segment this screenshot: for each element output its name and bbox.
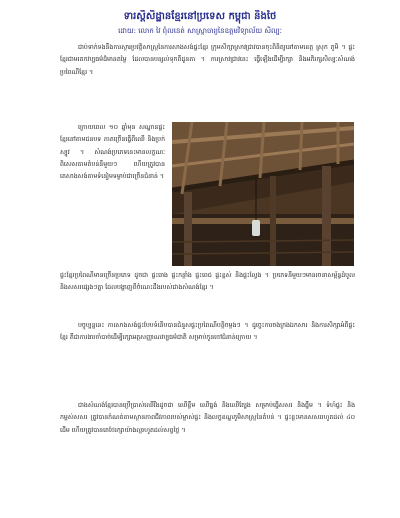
document-byline: ដោយ: លោក វៃ ពុំលនេត់ សាស្ត្រាចារ្យនៃឧត្តមវិទ្យាល័យ សិល្បៈ [118, 27, 282, 35]
paragraph-4: ជាងសំណង់ខ្មែរបានប្រើប្រាស់ឈើរឹងដូចជា ឈើខ្លឹម ឈើធ្នង់ និងឈើត្បែង សម្រាប់ធ្វើសសរ និងធ្នឹម ។ ទំហំផ្ទះ និងកម្ពស់សសរ ត្រូវបានកំណត់តាមស្ថានភាពជីវភាពរបស់ម្ចាស់ផ្ទះ និងលក្ខខណ្ឌភូមិសាស្ត្រនៃតំបន់ ។ ផ្ទះខ្លះមានសសររហូតដល់ ៤០ ដើម ហើយត្រូវបានគេថែរក្សាយ៉ាងល្អរហូតដល់សព្វថ្ងៃ ។ [60, 402, 355, 434]
lamp-icon [252, 220, 260, 236]
document-title: ទារស្តិសិដ្ឋានខ្មែរនៅប្រទេស កម្ពុជា និងថៃ [123, 11, 277, 22]
house-interior-photo [172, 122, 354, 266]
house-interior-illustration [172, 122, 354, 266]
paragraph-2: ក្រោយពេល ១០ ឆ្នាំមុន សណ្ឋានផ្ទះខ្មែរនៅតាមជនបទ ភាគច្រើនធ្វើពីឈើ និងប្រក់ស្បូវ ។ សំណង់ប្រភេទនេះមានលក្ខណៈពិសេសតាមតំបន់នីមួយៗ ហើយត្រូវបានគេសាងសង់តាមទំនៀមទម្លាប់ជាច្រើនជំនាន់ ។ [60, 124, 165, 181]
paragraph-3: បច្ចុប្បន្ននេះ ការសាងសង់ផ្ទះបែបទំនើបបានជំនួសផ្ទះប្រពៃណីបន្តិចម្តងៗ ។ ដូច្នេះការចងក្រងឯកសារ និងការសិក្សាអំពីផ្ទះខ្មែរ គឺជាការងារចាំបាច់ដើម្បីរក្សាអត្តសញ្ញាណវប្បធម៌ជាតិ សម្រាប់កូនចៅជំនាន់ក្រោយ ។ [60, 322, 355, 342]
paragraph-1: ជាប់ទាក់ទងនឹងការស្ដារប្រវត្តិសាស្ត្រនៃការសាងសង់ផ្ទះខ្មែរ ក្រុមសិក្សាស្រាវជ្រាវបានចុះពិនិត្យនៅតាមខេត្ត ស្រុក ភូមិ ។ ផ្ទះខ្មែរជាមរតកវប្បធម៌ដ៏មានតម្លៃ ដែលបានបន្សល់ទុកពីដូនតា ។ ការស្រាវជ្រាវនេះ ធ្វើឡើងដើម្បីរក្សា និងអភិរក្សសិល្បៈសំណង់ប្រពៃណីខ្មែរ ។ [60, 44, 355, 76]
paragraph-2-continued: ផ្ទះខ្មែរប្រពៃណីមានច្រើនប្រភេទ ដូចជា ផ្ទះរោង ផ្ទះកន្តាំង ផ្ទះពេជ ផ្ទះខ្ពស់ និងផ្ទះល្វែង ។ ប្រភេទនីមួយៗមានរចនាសម្ព័ន្ធដំបូល និងសសរផ្សេងៗគ្នា ដែលបង្ហាញពីចំណេះដឹងរបស់ជាងសំណង់ខ្មែរ ។ [60, 272, 355, 292]
